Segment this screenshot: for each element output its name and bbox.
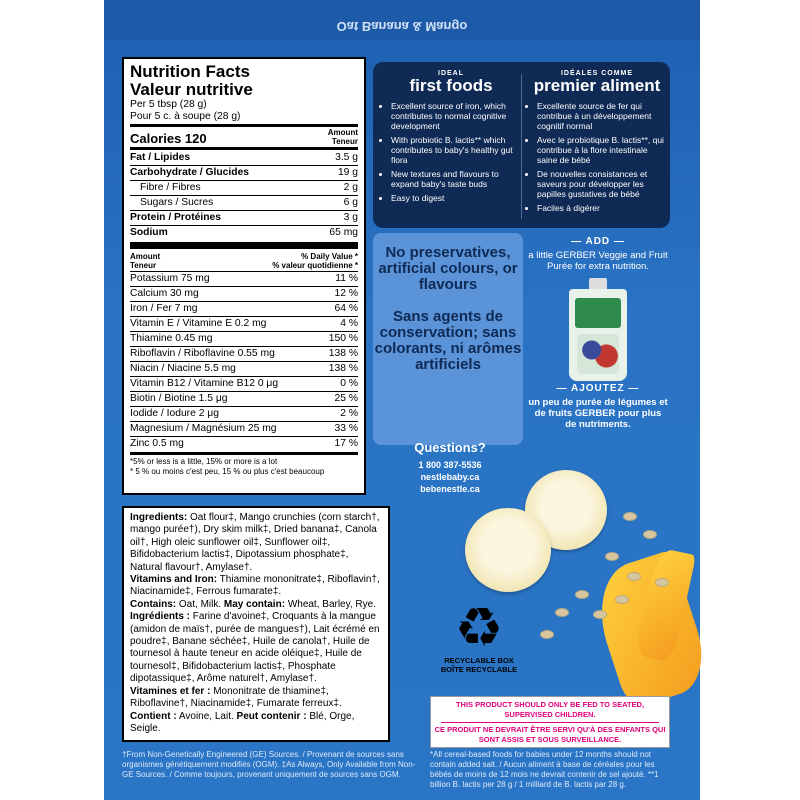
recycle-block xyxy=(440,600,518,674)
vitamin-value: 11 % xyxy=(335,273,358,284)
add-puree-section xyxy=(528,236,668,430)
vitamin-label: Vitamin B12 / Vitamine B12 0 μg xyxy=(130,378,279,389)
may-contain-label: May contain: xyxy=(223,598,286,610)
contient-text: Avoine, Lait. xyxy=(178,710,234,722)
vitamin-row xyxy=(130,377,358,392)
nutrient-label: Fibre / Fibres xyxy=(140,182,201,193)
vitamin-value: 138 % xyxy=(328,363,358,374)
serving-size-en: Per 5 tbsp (28 g) xyxy=(130,99,207,110)
first-foods-en xyxy=(381,70,521,207)
vitamin-label: Thiamine 0.45 mg xyxy=(130,333,213,344)
first-foods-fr xyxy=(527,70,667,217)
amount-fr: Teneur xyxy=(331,137,358,146)
questions-title: Questions? xyxy=(414,440,486,455)
vitamin-row xyxy=(130,422,358,437)
vitamin-value: 4 % xyxy=(340,318,358,329)
calories-row xyxy=(130,128,358,146)
vitamin-row xyxy=(130,302,358,317)
vitamin-value: 0 % xyxy=(340,378,358,389)
vitamin-row xyxy=(130,332,358,347)
nutrient-value: 65 mg xyxy=(329,227,358,238)
dv-header xyxy=(130,251,358,272)
vitamin-value: 64 % xyxy=(334,303,358,314)
recyclable-en: RECYCLABLE BOX xyxy=(444,656,514,665)
website-en: nestlebaby.ca xyxy=(420,472,480,482)
nutrient-row xyxy=(130,196,358,211)
vitamin-value: 138 % xyxy=(328,348,358,359)
vitamin-label: Iodide / Iodure 2 μg xyxy=(130,408,219,419)
contains-text: Oat, Milk. xyxy=(178,598,222,610)
warning-en: THIS PRODUCT SHOULD ONLY BE FED TO SEATED, SUPERVISED CHILDREN. xyxy=(455,700,645,719)
vitamin-value: 150 % xyxy=(328,333,358,344)
vitamins-text-fr: Mononitrate de thiamine‡, Riboflavine†, Niacinamide‡, Fumarate ferreux‡. xyxy=(130,685,342,710)
claim-fr: Sans agents de conservation; sans colorants, ni arômes artificiels xyxy=(374,308,522,373)
vitamin-label: Riboflavin / Riboflavine 0.55 mg xyxy=(130,348,275,359)
ingredients-label-en: Ingredients: xyxy=(130,512,188,523)
vitamin-label: Potassium 75 mg xyxy=(130,273,210,284)
benefit-item: • Excellent source of iron, which contributes to normal cognitive development xyxy=(391,101,521,131)
vitamin-row xyxy=(130,362,358,377)
vitamin-label: Vitamin E / Vitamine E 0.2 mg xyxy=(130,318,267,329)
nutrient-label: Sugars / Sucres xyxy=(140,197,214,208)
first-foods-panel xyxy=(373,62,670,228)
warning-box xyxy=(430,696,670,748)
vitamin-label: Calcium 30 mg xyxy=(130,288,199,299)
amount-en: Amount xyxy=(327,128,358,137)
recycle-icon: ♻ xyxy=(454,598,504,658)
benefit-item: • New textures and flavours to expand baby's taste buds xyxy=(391,169,521,189)
ideal-label: IDEAL xyxy=(438,70,464,77)
dv-header-en: % Daily Value * xyxy=(301,252,358,261)
nutrient-row xyxy=(130,166,358,181)
nutrient-value: 19 g xyxy=(337,167,358,178)
vitamin-row xyxy=(130,392,358,407)
vitamin-row xyxy=(130,317,358,332)
vitamin-label: Biotin / Biotine 1.5 μg xyxy=(130,393,228,404)
add-title-en: — ADD — xyxy=(571,236,625,247)
ideales-label: IDÉALES COMME xyxy=(560,70,634,77)
vitamin-row xyxy=(130,287,358,302)
benefit-item: • Avec le probiotique B. lactis**, qui contribue à la flore intestinale saine de bébé xyxy=(537,135,667,165)
claim-en: No preservatives, artificial colours, or flavours xyxy=(378,244,518,293)
nutrition-title-en: Nutrition Facts xyxy=(130,62,250,81)
dv-footnote-fr: * 5 % ou moins c'est peu, 15 % ou plus c'est beaucoup xyxy=(130,467,325,476)
nutrition-facts-table xyxy=(122,57,366,495)
vitamin-row xyxy=(130,407,358,422)
vitamin-row xyxy=(130,437,358,451)
benefit-item: • Easy to digest xyxy=(391,193,521,203)
ingredients-text-en: Oat flour‡, Mango crunchies (corn starch†, mango purée†), Dry skim milk‡, Dried banana‡, Canola oil†, High oleic sunflower oil‡, Sunflower oil‡, Bifidobacterium lactis‡, Dipotassium phosphate‡, Natural flavour†, Amylase†. xyxy=(130,512,380,573)
vitamins-text-en: Thiamine mononitrate‡, Riboflavin†, Niacinamide‡, Ferrous fumarate‡. xyxy=(130,574,380,598)
ingredients-box xyxy=(122,506,390,742)
nutrient-row xyxy=(130,181,358,196)
vitamin-value: 17 % xyxy=(334,438,358,449)
nutrient-value: 6 g xyxy=(343,197,358,208)
nutrient-label: Sodium xyxy=(130,227,168,238)
dv-header-fr: % valeur quotidienne * xyxy=(272,261,358,270)
dv-amount-fr: Teneur xyxy=(130,261,157,270)
dv-amount-en: Amount xyxy=(130,252,161,261)
add-title-fr: — AJOUTEZ — xyxy=(556,383,640,394)
nutrient-value: 3 g xyxy=(343,212,358,223)
top-flap-text: Oat Banana & Mango xyxy=(104,0,700,40)
premier-aliment-title: premier aliment xyxy=(533,76,661,95)
warning-fr: CE PRODUIT NE DEVRAIT ÊTRE SERVI QU'À DES ENFANTS QUI SONT ASSIS ET SOUS SURVEILLANCE. xyxy=(434,725,666,744)
footnotes-left: †From Non-Genetically Engineered (GE) Sources. / Provenant de sources sans organismes génétiquement modifiés (OGM). ‡As Always, Only Available from Non-GE Sources. / Comme toujours, provenant uniquement de sources sans OGM. xyxy=(122,750,416,779)
nutrient-row xyxy=(130,151,358,166)
vitamin-row xyxy=(130,347,358,362)
peut-contenir-text: Blé, Orge, Seigle. xyxy=(130,710,355,734)
ingredients-label-fr: Ingrédients : xyxy=(130,611,191,623)
puree-pouch-image xyxy=(567,278,629,383)
benefit-item: • Excellente source de fer qui contribue à un développement cognitif normal xyxy=(537,101,667,131)
first-foods-title: first foods xyxy=(409,76,493,95)
benefit-item: • Faciles à digérer xyxy=(537,203,667,213)
serving-size-fr: Pour 5 c. à soupe (28 g) xyxy=(130,111,241,122)
vitamin-value: 2 % xyxy=(340,408,358,419)
peut-contenir-label: Peut contenir : xyxy=(236,710,307,722)
benefit-item: • De nouvelles consistances et saveurs pour développer les papilles gustatives de bébé xyxy=(537,169,667,199)
vitamins-label-fr: Vitamines et fer : xyxy=(130,685,211,697)
vitamins-label-en: Vitamins and Iron: xyxy=(130,574,218,586)
may-contain-text: Wheat, Barley, Rye. xyxy=(287,598,376,610)
contient-label: Contient : xyxy=(130,710,177,722)
vitamin-value: 33 % xyxy=(334,423,358,434)
nutrient-label: Protein / Protéines xyxy=(130,212,221,223)
nutrient-label: Fat / Lipides xyxy=(130,152,191,163)
benefit-item: • With probiotic B. lactis** which contributes to baby's healthy gut flora xyxy=(391,135,521,165)
dv-footnote-en: *5% or less is a little, 15% or more is a lot xyxy=(130,457,278,466)
phone-number: 1 800 387-5536 xyxy=(418,460,482,470)
contains-label: Contains: xyxy=(130,598,177,610)
calories-label: Calories 120 xyxy=(130,131,207,146)
nutrient-label: Carbohydrate / Glucides xyxy=(130,167,250,178)
vitamin-label: Niacin / Niacine 5.5 mg xyxy=(130,363,236,374)
vitamin-label: Zinc 0.5 mg xyxy=(130,438,184,449)
nutrient-row xyxy=(130,211,358,226)
add-text-fr: un peu de purée de légumes et de fruits GERBER pour plus de nutriments. xyxy=(528,397,668,430)
vitamin-row xyxy=(130,272,358,287)
vitamin-label: Magnesium / Magnésium 25 mg xyxy=(130,423,277,434)
claims-panel xyxy=(373,233,523,445)
vitamin-value: 12 % xyxy=(334,288,358,299)
nutrient-value: 2 g xyxy=(343,182,358,193)
nutrient-value: 3.5 g xyxy=(335,152,358,163)
nutrition-title-fr: Valeur nutritive xyxy=(130,80,253,99)
vitamin-value: 25 % xyxy=(334,393,358,404)
recyclable-fr: BOÎTE RECYCLABLE xyxy=(440,665,518,674)
ingredients-text-fr: Farine d'avoine‡, Croquants à la mangue (amidon de maïs†, purée de mangues†), Lait écrémé en poudre‡, Banane séchée‡, Huile de canola†, Huile de tournesol à haute teneur en acide oléique‡, Huile de tournesol‡, Bifidobacterium lactis‡, Phosphate dipotassique‡, Arôme naturel†, Amylase†. xyxy=(130,611,380,685)
nutrient-row xyxy=(130,226,358,240)
add-text-en: a little GERBER Veggie and Fruit Purée for extra nutrition. xyxy=(528,250,668,272)
website-fr: bebenestle.ca xyxy=(420,484,480,494)
footnotes-right: *All cereal-based foods for babies under 12 months should not contain added salt. / Aucun aliment à base de céréales pour les bébés de moins de 12 mois ne devrait contenir de sel ajouté. **1 billion B. lactis per 28 g / 1 milliard de B. lactis par 28 g. xyxy=(430,750,659,789)
vitamin-label: Iron / Fer 7 mg xyxy=(130,303,198,314)
